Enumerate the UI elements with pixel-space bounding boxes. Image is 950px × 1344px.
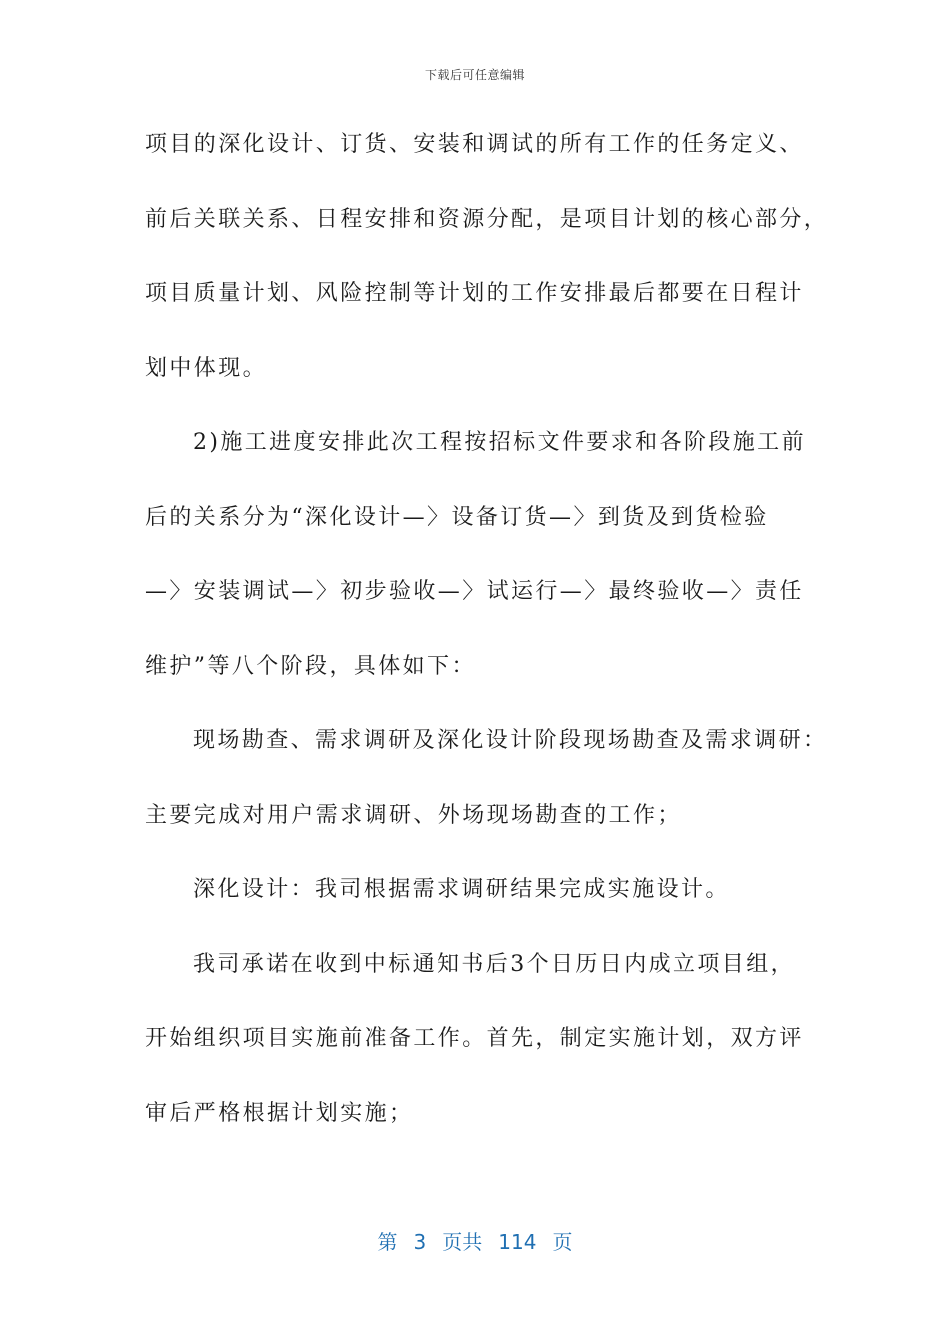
footer-total-pages: 114 [498,1230,537,1254]
paragraph-1-line-4: 划中体现。 [145,355,268,381]
page-footer [0,1226,950,1255]
paragraph-5-line-3: 审后严格根据计划实施； [145,1100,414,1126]
paragraph-1-line-1: 项目的深化设计、订货、安装和调试的所有工作的任务定义、 [145,132,804,157]
paragraph-5-line-1: 我司承诺在收到中标通知书后3个日历日内成立项目组， [193,951,795,977]
paragraph-1-line-3: 项目质量计划、风险控制等计划的工作安排最后都要在日程计 [145,281,804,306]
paragraph-2-line-2: 后的关系分为“深化设计—〉设备订货—〉到货及到货检验 [145,504,769,530]
paragraph-2-line-1: 2)施工进度安排此次工程按招标文件要求和各阶段施工前 [193,430,806,455]
footer-middle: 页共 [442,1230,483,1254]
page-header: 下载后可任意编辑 [424,68,525,82]
paragraph-3-line-1: 现场勘查、需求调研及深化设计阶段现场勘查及需求调研： [193,728,828,753]
footer-page-number: 3 [413,1230,427,1254]
paragraph-2-line-3: —〉安装调试—〉初步验收—〉试运行—〉最终验收—〉责任 [145,579,804,604]
paragraph-3-line-2: 主要完成对用户需求调研、外场现场勘查的工作； [145,802,682,828]
paragraph-2-line-4: 维护”等八个阶段，具体如下： [145,653,476,679]
document-body [145,126,829,1169]
paragraph-4-line-1: 深化设计：我司根据需求调研结果完成实施设计。 [193,877,730,902]
footer-suffix: 页 [552,1230,573,1254]
paragraph-1-line-2: 前后关联关系、日程安排和资源分配，是项目计划的核心部分， [145,206,829,232]
footer-prefix: 第 [377,1230,398,1254]
paragraph-5-line-2: 开始组织项目实施前准备工作。首先，制定实施计划，双方评 [145,1026,804,1051]
